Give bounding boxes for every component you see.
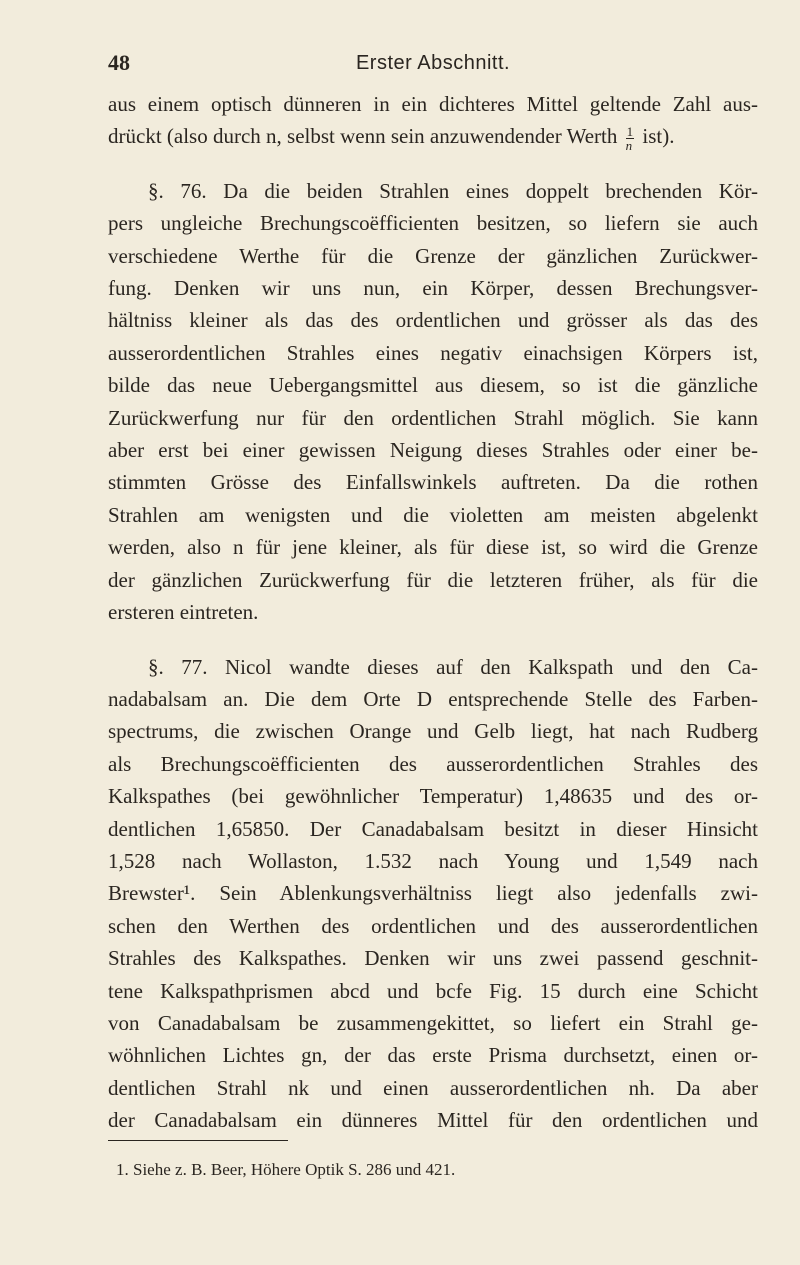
text-line: dentlichen 1,65850. Der Canadabalsam besitzt in dieser Hinsicht bbox=[108, 816, 758, 841]
text-line: tene Kalkspathprismen abcd und bcfe Fig. 15 durch eine Schicht bbox=[108, 978, 758, 1003]
footnote: 1. Siehe z. B. Beer, Höhere Optik S. 286 und 421. bbox=[116, 1160, 456, 1179]
text-line: hältniss kleiner als das des ordentlichen und grösser als das des bbox=[108, 308, 758, 333]
text-line-end: ist). bbox=[642, 124, 675, 149]
text-line: der gänzlichen Zurückwerfung für die letzteren früher, als für die bbox=[108, 567, 758, 592]
text-line bbox=[108, 120, 758, 152]
text-line: Brewster¹. Sein Ablenkungsverhältniss liegt also jedenfalls zwi- bbox=[108, 881, 758, 906]
text-line: pers ungleiche Brechungscoëfficienten besitzen, so liefern sie auch bbox=[108, 211, 758, 236]
text-line: Strahles des Kalkspathes. Denken wir uns zwei passend geschnit- bbox=[108, 946, 758, 971]
body-text bbox=[108, 88, 758, 1137]
text-line: stimmten Grösse des Einfallswinkels auftreten. Da die rothen bbox=[108, 470, 758, 495]
page-number: 48 bbox=[108, 50, 130, 75]
text-line: verschiedene Werthe für die Grenze der gänzlichen Zurückwer- bbox=[108, 243, 758, 268]
text-line: aber erst bei einer gewissen Neigung dieses Strahles oder einer be- bbox=[108, 438, 758, 463]
page-header bbox=[108, 50, 758, 80]
text-line: werden, also n für jene kleiner, als für diese ist, so wird die Grenze bbox=[108, 535, 758, 560]
text-line: Zurückwerfung nur für den ordentlichen Strahl möglich. Sie kann bbox=[108, 405, 758, 430]
text-line: spectrums, die zwischen Orange und Gelb liegt, hat nach Rudberg bbox=[108, 719, 758, 744]
paragraph-76-start: §. 76. Da die beiden Strahlen eines doppelt brechenden Kör- bbox=[148, 178, 758, 203]
footnote-rule bbox=[108, 1140, 288, 1141]
text-line: ausserordentlichen Strahles eines negativ einachsigen Körpers ist, bbox=[108, 340, 758, 365]
text-line: bilde das neue Uebergangsmittel aus diesem, so ist die gänzliche bbox=[108, 373, 758, 398]
text-line-start: drückt (also durch n, selbst wenn sein anzuwendender Werth bbox=[108, 124, 618, 149]
paragraph-77-start: §. 77. Nicol wandte dieses auf den Kalkspath und den Ca- bbox=[148, 654, 758, 679]
text-line: nadabalsam an. Die dem Orte D entsprechende Stelle des Farben- bbox=[108, 686, 758, 711]
text-line: Strahlen am wenigsten und die violetten am meisten abgelenkt bbox=[108, 502, 758, 527]
text-line: von Canadabalsam be zusammengekittet, so liefert ein Strahl ge- bbox=[108, 1010, 758, 1035]
text-line: wöhnlichen Lichtes gn, der das erste Prisma durchsetzt, einen or- bbox=[108, 1043, 758, 1068]
fraction bbox=[626, 125, 635, 152]
fraction-denominator: n bbox=[625, 138, 633, 154]
fraction-numerator: 1 bbox=[626, 124, 634, 140]
text-line: aus einem optisch dünneren in ein dichteres Mittel geltende Zahl aus- bbox=[108, 92, 758, 116]
text-line: der Canadabalsam ein dünneres Mittel für den ordentlichen und bbox=[108, 1108, 758, 1133]
text-line: schen den Werthen des ordentlichen und des ausserordentlichen bbox=[108, 913, 758, 938]
running-head: Erster Abschnitt. bbox=[355, 52, 511, 74]
text-line: fung. Denken wir uns nun, ein Körper, dessen Brechungsver- bbox=[108, 276, 758, 301]
text-line: 1,528 nach Wollaston, 1.532 nach Young und 1,549 nach bbox=[108, 848, 758, 873]
text-line: dentlichen Strahl nk und einen ausserordentlichen nh. Da aber bbox=[108, 1075, 758, 1100]
text-line: als Brechungscoëfficienten des ausserordentlichen Strahles des bbox=[108, 751, 758, 776]
paragraph-gap bbox=[108, 153, 758, 175]
paragraph-gap bbox=[108, 629, 758, 651]
text-line: Kalkspathes (bei gewöhnlicher Temperatur) 1,48635 und des or- bbox=[108, 784, 758, 809]
text-line: ersteren eintreten. bbox=[108, 600, 259, 625]
